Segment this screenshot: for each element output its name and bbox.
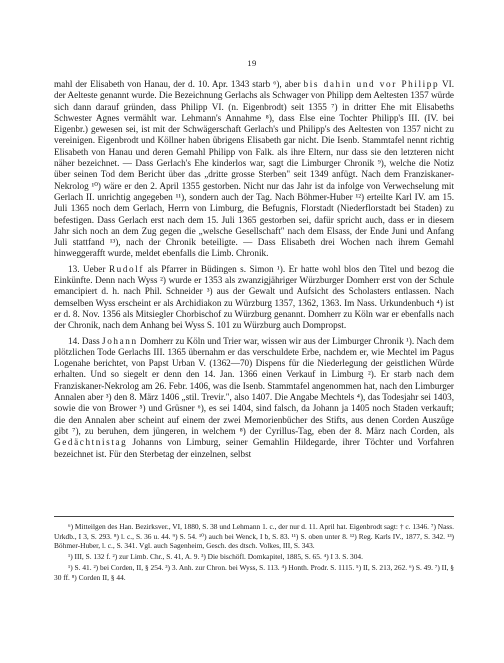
emphasis-name: Rudolf [108, 263, 145, 274]
paragraph [54, 79, 454, 260]
footnote: ¹) S. 41. ²) bei Corden, II, § 254. ³) 3. Anh. zur Chron. bei Wyss, S. 113. ⁴) Honth. Prodr. S. 1115. ⁵) II, S. 213, 262. ⁶) S. 49. ⁷) II, § 30 ff. ⁸) Corden II, § 44. [54, 562, 454, 582]
page-number: 19 [247, 58, 257, 68]
emphasis-text: bis dahin und vor Philipp [303, 79, 440, 89]
section-14 [54, 336, 454, 460]
section-text: 14. Dass [68, 335, 103, 346]
main-text [54, 79, 454, 460]
footnote-divider [54, 516, 454, 517]
emphasis-name: Johann [102, 335, 138, 346]
paragraph-text: VI. der Aelteste genannt wurde. Die Bezeichnung Gerlachs als Schwager von Philipp dem Aeltesten 1357 würde sich dann darauf gründen, dass Philipp VI. (n. Eigenbrodt) seit 1355 ⁷) in dritter Ehe mit Elisabeths Schwester Agnes vermählt war. Lehmann's Annahme ⁸), dass Else eine Tochter Philipp's III. (IV. bei Eigenbr.) gewesen sei, ist mit der Schwägerschaft Gerlach's und Philipp's des Aeltesten von 1357 nicht zu vereinigen. Eigenbrodt und Köllner haben übrigens Elisabeth gar nicht. Die Isenb. Stammtafel nennt richtig Elisabeth von Hanau und deren Gemahl Philipp von Falk. als ihre Eltern, nur dass sie den letzteren nicht näher bezeichnet. — Dass Gerlach's Ehe kinderlos war, sagt die Limburger Chronik ⁹), welche die Notiz über seinen Tod dem Bericht über das „dritte grosse Sterben" seit 1349 anfügt. Nach dem Franziskaner-Nekrolog ¹⁰) wäre er den 2. April 1355 gestorben. Nicht nur das Jahr ist da infolge von Verwechselung mit Gerlach II. unrichtig angegeben ¹¹), sondern auch der Tag. Nach Böhmer-Huber ¹²) erteilte Karl IV. am 15. Juli 1365 noch dem Gerlach, Herrn von Limburg, die Befugnis, Florstadt (Niederflorstadt bei Staden) zu befestigen. Dass Gerlach erst nach dem 15. Juli 1365 gestorben sei, dafür spricht auch, dass er in diesem Jahr sich noch an dem Zug gegen die „welsche Gesellschaft" nach dem Elsass, der Ende Juni und Anfang Juli stattfand ¹³), nach der Chronik beteiligte. — Dass Elisabeth drei Wochen nach ihrem Gemahl hinweggerafft wurde, meldet ebenfalls die Limb. Chronik. [54, 79, 455, 259]
footnote: ¹) III, S. 132 f. ²) zur Limb. Chr., S. 41, A. 9. ³) Die bischöfl. Domkapitel, 1885, S. 65. ⁴) I 3. S. 304. [68, 552, 363, 562]
section-text: als Pfarrer in Büdingen s. Simon ¹). Er hatte wohl blos den Titel und bezog die Einkünfte. Denn nach Wyss ²) wurde er 1353 als zwanzigjähriger Würzburger Domherr erst von der Schule emancipiert d. h. nach Phil. Schneider ³) aus der Gewalt und Aufsicht des Scholasters entlassen. Nach demselben Wyss erscheint er als Archidiakon zu Würzburg 1357, 1362, 1363. Im Nass. Urkundenbuch ⁴) ist er d. 8. Nov. 1356 als Mitsiegler Chorbischof zu Würzburg genannt. Domherr zu Köln war er ebenfalls nach der Chronik, nach dem Anhang bei Wyss S. 101 zu Würzburg auch Dompropst. [54, 263, 454, 331]
section-13 [54, 264, 454, 332]
emphasis-text: Gedächtnistag [54, 437, 128, 448]
footnotes [54, 522, 454, 583]
section-text: 13. Ueber [68, 263, 109, 274]
section-text: Johanns von Limburg, seiner Gemahlin Hildegarde, ihrer Töchter und Vorfahren bezeichnet ist. Für den Sterbetag der einzelnen, selbst [54, 437, 454, 459]
section-text: Domherr zu Köln und Trier war, wissen wir aus der Limburger Chronik ¹). Nach dem plötzlichen Tode Gerlachs III. 1365 übernahm er das verschuldete Erbe, nachdem er, wie Mechtel im Pagus Logenahe berichtet, von Papst Urban V. (1362—70) Dispens für die Niederlegung der geistlichen Würde erhalten. Und so siegelt er denn den 14. Jan. 1366 einen Verkauf in Limburg ²). Er starb nach dem Franziskaner-Nekrolog am 26. Febr. 1406, was die Isenb. Stammtafel angenommen hat, nach den Limburger Annalen aber ³) den 8. März 1406 „stil. Trevir.", also 1407. Die Angabe Mechtels ⁴), das Todesjahr sei 1403, sowie die von Brower ⁵) und Grüsner ⁶), es sei 1404, sind falsch, da Johann ja 1405 noch Staden verkauft; die den Annalen aber scheint auf einem der zwei Memorienbücher des Stifts, aus denen Corden Auszüge gibt ⁷), zu beruhen, dem jüngeren, in welchem ⁸) der Cyrillus-Tag, eben der 8. März nach Corden, als [54, 335, 454, 436]
footnote: ⁶) Mitteilgen des Han. Bezirksver., VI, 1880, S. 38 und Lehmann 1. c., der nur d. 11. April hat. Eigenbrodt sagt: † c. 1346. ⁷) Nass. Urkdb., I 3, S. 293. ⁸) l. c., S. 36 u. 44. ⁹) S. 54. ¹⁰) auch bei Wenck, I b, S. 83. ¹¹) S. oben unter 8. ¹²) Reg. Karls IV., 1877, S. 342. ¹³) Böhmer-Huber, l. c., S. 341. Vgl. auch Sagenheim, Gesch. des dtsch. Volkes, III, S. 343. [54, 522, 454, 551]
paragraph-text: mahl der Elisabeth von Hanau, der d. 10. Apr. 1343 starb ⁶), aber [54, 79, 304, 89]
